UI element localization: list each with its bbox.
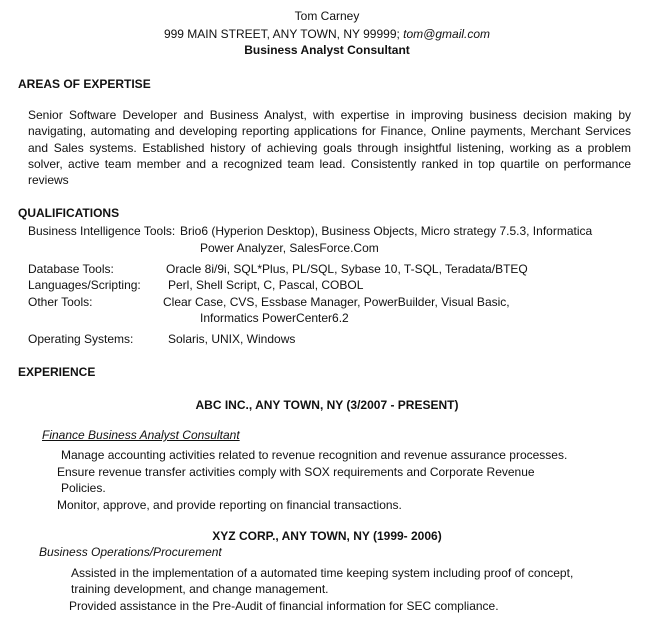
candidate-name: Tom Carney (294, 9, 360, 23)
job2-bullet-1: Assisted in the implementation of a automated time keeping system including proof of concept, (71, 566, 574, 580)
job2-bullet-1-cont: training development, and change management. (71, 582, 329, 596)
email: tom@gmail.com (403, 27, 491, 41)
languages-value: Perl, Shell Script, C, Pascal, COBOL (168, 278, 364, 292)
job2-bullet-2: Provided assistance in the Pre-Audit of financial information for SEC compliance. (69, 599, 499, 613)
bi-tools-value-cont: Power Analyzer, SalesForce.Com (200, 241, 379, 255)
bi-tools-value: Brio6 (Hyperion Desktop), Business Objects, Micro strategy 7.5.3, Informatica (180, 224, 593, 238)
db-tools-label: Database Tools: (28, 262, 114, 276)
os-value: Solaris, UNIX, Windows (168, 332, 296, 346)
experience-heading: EXPERIENCE (18, 365, 96, 379)
job1-role: Finance Business Analyst Consultant (42, 428, 240, 442)
address: 999 MAIN STREET, ANY TOWN, NY 99999; (163, 27, 404, 41)
job1-bullet-2: Ensure revenue transfer activities comply with SOX requirements and Corporate Revenue (57, 465, 535, 479)
job1-bullet-1: Manage accounting activities related to revenue recognition and revenue assurance processes. (61, 448, 568, 462)
expertise-heading: AREAS OF EXPERTISE (18, 77, 151, 91)
job2-company: XYZ CORP., ANY TOWN, NY (1999- 2006) (212, 529, 442, 543)
job2-role: Business Operations/Procurement (39, 545, 222, 559)
other-tools-label: Other Tools: (28, 295, 93, 309)
contact-line (0, 26, 654, 42)
bi-tools-label: Business Intelligence Tools: (28, 224, 176, 238)
other-tools-value: Clear Case, CVS, Essbase Manager, PowerBuilder, Visual Basic, (163, 295, 510, 309)
os-label: Operating Systems: (28, 332, 134, 346)
job1-bullet-2-cont: Policies. (61, 481, 106, 495)
other-tools-value-cont: Informatics PowerCenter6.2 (200, 311, 349, 325)
languages-label: Languages/Scripting: (28, 278, 141, 292)
db-tools-value: Oracle 8i/9i, SQL*Plus, PL/SQL, Sybase 10, T-SQL, Teradata/BTEQ (166, 262, 528, 276)
job-title: Business Analyst Consultant (244, 43, 410, 57)
job1-company: ABC INC., ANY TOWN, NY (3/2007 - PRESENT) (195, 398, 459, 412)
expertise-summary: Senior Software Developer and Business Analyst, with expertise in improving business decision making by navigating, automating and developing reporting applications for Finance, Online payments, Merchant Services and Sales systems. Established history of achieving goals through insightful listening, working as a problem solver, active team member and a recognized team lead. Consistently ranked in top quartile on performance reviews (28, 108, 631, 188)
job1-bullet-3: Monitor, approve, and provide reporting on financial transactions. (57, 498, 402, 512)
qualifications-heading: QUALIFICATIONS (18, 206, 120, 220)
